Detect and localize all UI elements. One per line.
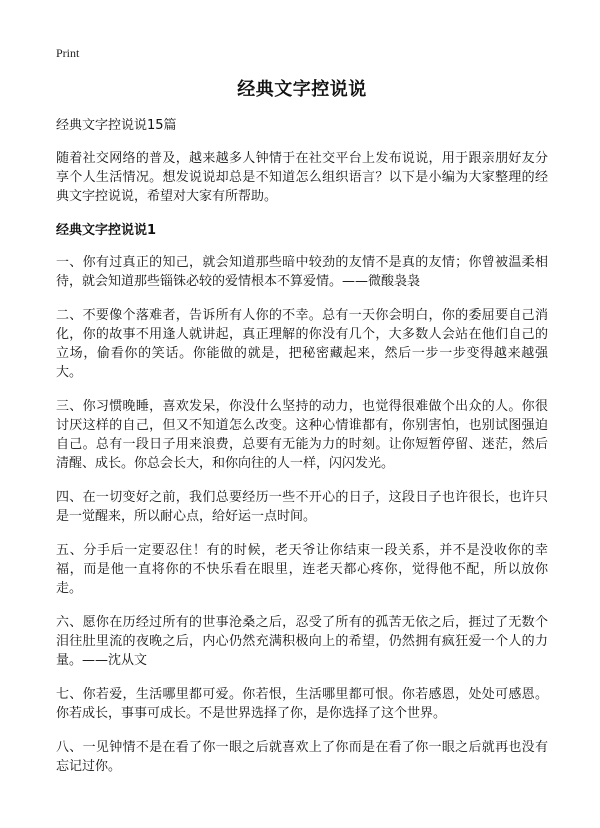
article: [56, 78, 548, 791]
quote-paragraph-6: 六、愿你在历经过所有的世事沧桑之后，忍受了所有的孤苦无依之后，捱过了无数个泪往肚里流的夜晚之后，内心仍然充满积极向上的希望，仍然拥有疯狂爱一个人的力量。——沈从文: [56, 615, 548, 668]
quote-paragraph-1: 一、你有过真正的知己，就会知道那些暗中较劲的友情不是真的友情；你曾被温柔相待，就会知道那些锱铢必较的爱情根本不算爱情。——微酸袅袅: [56, 255, 548, 289]
quote-paragraph-7: 七、你若爱，生活哪里都可爱。你若恨，生活哪里都可恨。你若感恩，处处可感恩。你若成长，事事可成长。不是世界选择了你，是你选择了这个世界。: [56, 687, 548, 721]
quote-paragraph-4: 四、在一切变好之前，我们总要经历一些不开心的日子，这段日子也许很长，也许只是一觉醒来，所以耐心点，给好运一点时间。: [56, 490, 548, 524]
print-link[interactable]: Print: [56, 46, 80, 60]
intro-paragraph: 随着社交网络的普及，越来越多人钟情于在社交平台上发布说说，用于跟亲朋好友分享个人生活情况。想发说说却总是不知道怎么组织语言？以下是小编为大家整理的经典文字控说说，希望对大家有所帮助。: [56, 151, 548, 204]
quote-paragraph-2: 二、不要像个落难者，告诉所有人你的不幸。总有一天你会明白，你的委屈要自己消化，你的故事不用逢人就讲起，真正理解的你没有几个，大多数人会站在他们自己的立场，偷看你的笑话。你能做的就是，把秘密藏起来，然后一步一步变得越来越强大。: [56, 308, 548, 380]
section-heading: 经典文字控说说1: [56, 223, 157, 238]
article-subtitle: 经典文字控说说15篇: [56, 118, 177, 133]
quote-paragraph-8: 八、一见钟情不是在看了你一眼之后就喜欢上了你而是在看了你一眼之后就再也没有忘记过你。: [56, 740, 548, 774]
page-title: 经典文字控说说: [237, 79, 367, 100]
quote-paragraph-5: 五、分手后一定要忍住！有的时候，老天爷让你结束一段关系，并不是没收你的幸福，而是他一直将你的不快乐看在眼里，连老天都心疼你，觉得他不配，所以放你走。: [56, 543, 548, 596]
quote-paragraph-3: 三、你习惯晚睡，喜欢发呆，你没什么坚持的动力，也觉得很难做个出众的人。你很讨厌这样的自己，但又不知道怎么改变。这种心情谁都有，你别害怕，也别试图强迫自己。总有一段日子用来浪费，总要有无能为力的时刻。让你短暂停留、迷茫，然后清醒、成长。你总会长大，和你向往的人一样，闪闪发光。: [56, 399, 548, 471]
